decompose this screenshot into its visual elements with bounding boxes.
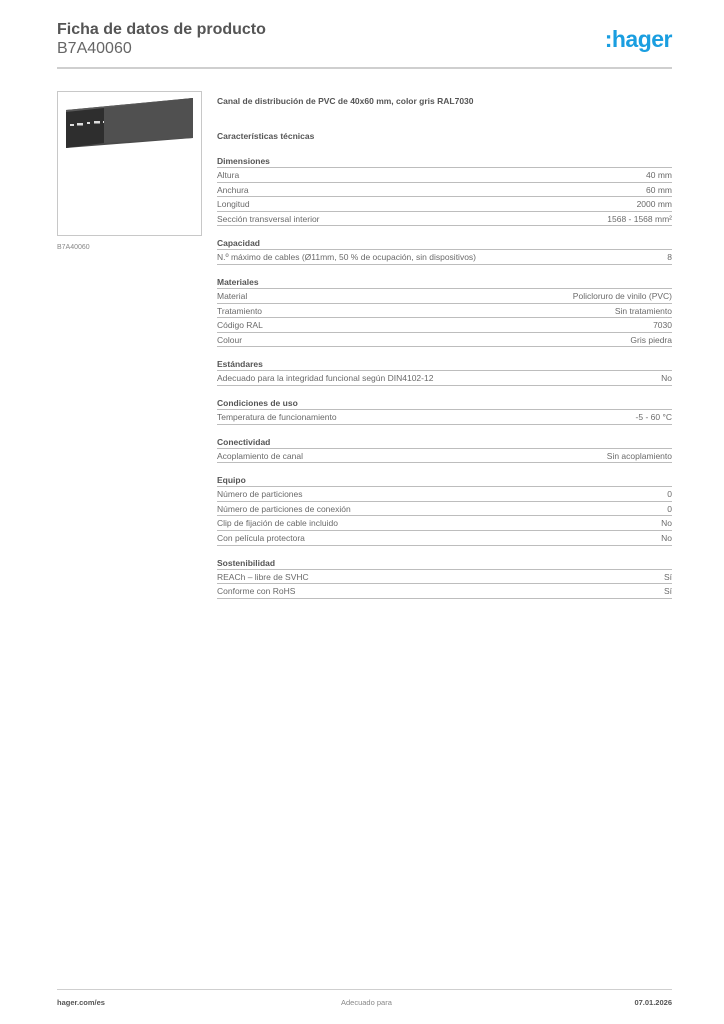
spec-value: 7030 bbox=[653, 320, 672, 331]
spec-label: Conforme con RoHS bbox=[217, 586, 296, 597]
spec-value: Sin acoplamiento bbox=[606, 450, 672, 461]
section-title: Materiales bbox=[217, 276, 672, 289]
spec-row bbox=[217, 333, 672, 348]
spec-label: Material bbox=[217, 290, 248, 301]
spec-row bbox=[217, 289, 672, 304]
spec-label: Tratamiento bbox=[217, 305, 263, 316]
section-title: Conectividad bbox=[217, 436, 672, 449]
spec-row bbox=[217, 197, 672, 212]
spec-row bbox=[217, 318, 672, 333]
section-sustainability bbox=[217, 557, 672, 599]
spec-value: No bbox=[661, 532, 672, 543]
section-standards bbox=[217, 358, 672, 386]
spec-row bbox=[217, 487, 672, 502]
spec-row bbox=[217, 168, 672, 183]
spec-label: Acoplamiento de canal bbox=[217, 450, 304, 461]
section-usage-conditions bbox=[217, 397, 672, 425]
spec-row bbox=[217, 212, 672, 227]
spec-value: 0 bbox=[667, 503, 672, 514]
footer-date: 07.01.2026 bbox=[634, 998, 672, 1007]
section-title: Equipo bbox=[217, 474, 672, 487]
image-caption: B7A40060 bbox=[57, 244, 90, 251]
section-title: Condiciones de uso bbox=[217, 397, 672, 410]
section-title: Dimensiones bbox=[217, 155, 672, 168]
footer-divider bbox=[57, 989, 672, 990]
spec-value: Sí bbox=[663, 586, 672, 597]
spec-value: 0 bbox=[667, 489, 672, 500]
page-header bbox=[57, 20, 672, 58]
spec-row bbox=[217, 516, 672, 531]
spec-row bbox=[217, 250, 672, 265]
spec-label: Adecuado para la integridad funcional según DIN4102-12 bbox=[217, 373, 434, 384]
spec-row bbox=[217, 584, 672, 599]
spec-row bbox=[217, 371, 672, 386]
spec-value: No bbox=[661, 518, 672, 529]
spec-row bbox=[217, 410, 672, 425]
spec-label: Colour bbox=[217, 334, 243, 345]
spec-value: 40 mm bbox=[646, 170, 672, 180]
spec-label: Temperatura de funcionamiento bbox=[217, 411, 337, 422]
section-equipment bbox=[217, 474, 672, 545]
product-description: Canal de distribución de PVC de 40x60 mm, color gris RAL7030 bbox=[217, 96, 474, 106]
spec-label: Anchura bbox=[217, 184, 249, 195]
spec-label: Con película protectora bbox=[217, 532, 305, 543]
spec-value: Sin tratamiento bbox=[614, 305, 672, 316]
footer-website-link[interactable]: hager.com/es bbox=[57, 998, 105, 1007]
spec-label: N.º máximo de cables (Ø11mm, 50 % de ocupación, sin dispositivos) bbox=[217, 252, 477, 263]
spec-label: Número de particiones de conexión bbox=[217, 503, 351, 514]
spec-value: Policloruro de vinilo (PVC) bbox=[572, 290, 672, 301]
spec-label: Altura bbox=[217, 170, 240, 180]
cable-trunking-illustration bbox=[58, 92, 201, 235]
section-materials bbox=[217, 276, 672, 347]
spec-row bbox=[217, 570, 672, 585]
spec-value: No bbox=[661, 373, 672, 384]
header-divider bbox=[57, 67, 672, 69]
spec-value: 8 bbox=[667, 252, 672, 263]
spec-value: 1568 - 1568 mm² bbox=[607, 213, 672, 224]
specs-heading: Características técnicas bbox=[217, 131, 315, 141]
spec-value: 2000 mm bbox=[636, 199, 672, 210]
spec-value: -5 - 60 °C bbox=[635, 411, 672, 422]
section-title: Sostenibilidad bbox=[217, 557, 672, 570]
spec-row bbox=[217, 502, 672, 517]
spec-label: REACh – libre de SVHC bbox=[217, 571, 309, 582]
section-connectivity bbox=[217, 436, 672, 464]
spec-label: Longitud bbox=[217, 199, 250, 210]
section-title: Capacidad bbox=[217, 237, 672, 250]
document-title: Ficha de datos de producto bbox=[57, 21, 266, 38]
spec-value: Sí bbox=[663, 571, 672, 582]
product-code: B7A40060 bbox=[57, 40, 132, 57]
spec-row bbox=[217, 304, 672, 319]
spec-label: Clip de fijación de cable incluido bbox=[217, 518, 338, 529]
spec-row bbox=[217, 449, 672, 464]
footer-center-text: Adecuado para bbox=[341, 998, 392, 1007]
spec-label: Código RAL bbox=[217, 320, 263, 331]
spec-label: Número de particiones bbox=[217, 489, 303, 500]
product-image bbox=[57, 91, 202, 236]
spec-value: Gris piedra bbox=[630, 334, 672, 345]
spec-row bbox=[217, 531, 672, 546]
product-specs bbox=[217, 94, 672, 599]
hager-logo: :hager bbox=[604, 26, 672, 52]
section-title: Estándares bbox=[217, 358, 672, 371]
section-capacity bbox=[217, 237, 672, 265]
spec-value: 60 mm bbox=[646, 184, 672, 195]
section-dimensions bbox=[217, 155, 672, 226]
spec-label: Sección transversal interior bbox=[217, 213, 320, 224]
spec-row bbox=[217, 183, 672, 198]
